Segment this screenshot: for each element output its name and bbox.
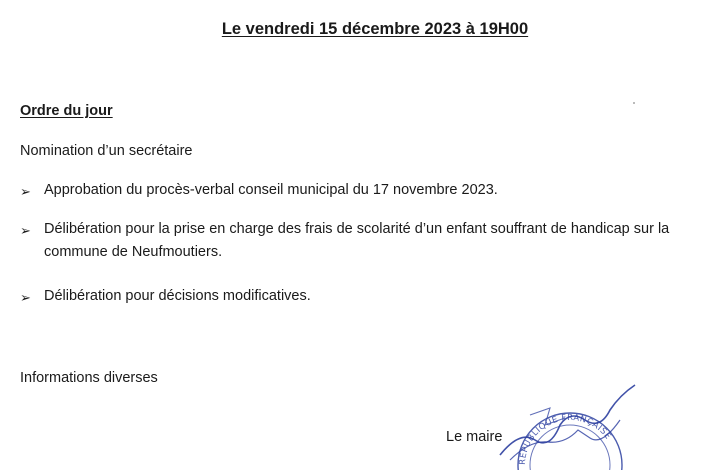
agenda-item-text: Approbation du procès-verbal conseil municipal du 17 novembre 2023. bbox=[44, 182, 498, 198]
mayor-stamp-signature bbox=[490, 380, 650, 470]
agenda-item bbox=[20, 285, 690, 309]
agenda-item-text: Délibération pour la prise en charge des frais de scolarité d’un enfant souffrant de handicap sur la commune de Neufmoutiers. bbox=[44, 221, 670, 260]
agenda-item bbox=[20, 179, 690, 203]
scan-speck bbox=[633, 102, 635, 104]
arrow-bullet-icon: ➢ bbox=[20, 290, 31, 305]
other-information: Informations diverses bbox=[20, 370, 158, 386]
stamp-text: RÉPUBLIQUE FRANÇAISE bbox=[517, 412, 613, 466]
arrow-bullet-icon: ➢ bbox=[20, 184, 31, 199]
arrow-bullet-icon: ➢ bbox=[20, 223, 31, 238]
agenda-intro: Nomination d’un secrétaire bbox=[20, 143, 193, 159]
agenda-heading: Ordre du jour bbox=[20, 103, 113, 119]
mayor-signature-label: Le maire bbox=[446, 429, 503, 445]
document-title: Le vendredi 15 décembre 2023 à 19H00 bbox=[221, 20, 529, 38]
agenda-item bbox=[20, 218, 690, 264]
agenda-item-text: Délibération pour décisions modificatives. bbox=[44, 288, 311, 304]
